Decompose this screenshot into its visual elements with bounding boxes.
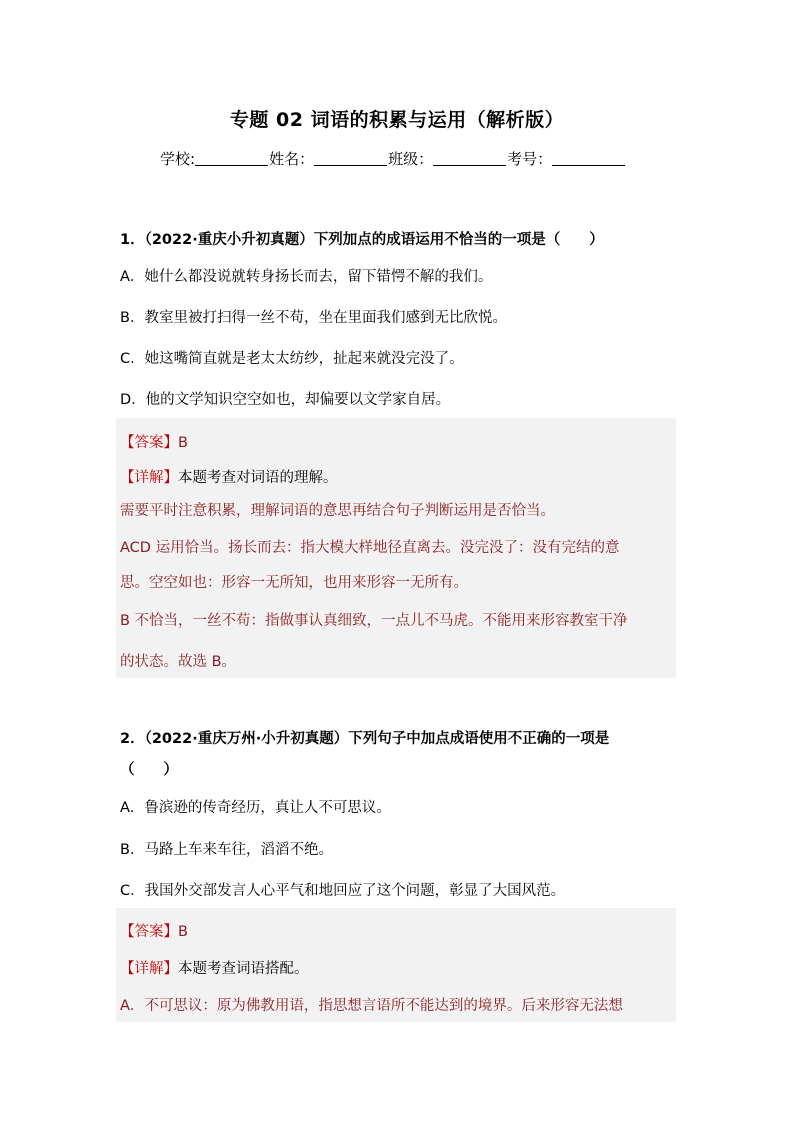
question-1-analysis-line: B 不恰当，一丝不苟：指做事认真细致，一点儿不马虎。不能用来形容教室干净 <box>120 613 628 629</box>
number-label: 考号： <box>507 150 553 168</box>
answer-value: B <box>178 924 188 940</box>
question-1-analysis-line: ACD 运用恰当。扬长而去：指大模大样地径直离去。没完没了：没有完结的意 <box>120 540 620 556</box>
question-1-option-c: C．她这嘴简直就是老太太纺纱，扯起来就没完没了。 <box>120 351 464 367</box>
answer-tag: 【答案】 <box>120 924 178 940</box>
question-1-option-a: A．她什么都没说就转身扬长而去，留下错愕不解的我们。 <box>120 269 493 285</box>
detail-tag: 【详解】 <box>120 470 178 486</box>
question-1-analysis-line: 的状态。故选 B。 <box>120 654 237 670</box>
question-1-detail <box>120 466 338 487</box>
answer-value: B <box>178 435 188 451</box>
question-2-stem-continued: （ ） <box>120 762 178 778</box>
detail-tag: 【详解】 <box>120 961 178 977</box>
name-blank <box>314 151 387 166</box>
question-2-analysis-line: A．不可思议：原为佛教用语，指思想言语所不能达到的境界。后来形容无法想 <box>120 998 623 1014</box>
question-2-stem: 2．（2022·重庆万州·小升初真题）下列句子中加点成语使用不正确的一项是 <box>120 731 610 747</box>
class-label: 班级： <box>388 150 434 168</box>
question-1-option-d: D．他的文学知识空空如也，却偏要以文学家自居。 <box>120 392 451 408</box>
question-2-option-b: B．马路上车来车往，滔滔不绝。 <box>120 842 333 858</box>
school-label: 学校: <box>160 150 196 168</box>
question-2-option-c: C．我国外交部发言人心平气和地回应了这个问题，彰显了大国风范。 <box>120 883 566 899</box>
name-label: 姓名： <box>269 150 315 168</box>
question-1-analysis-line: 思。空空如也：形容一无所知，也用来形容一无所有。 <box>120 575 468 591</box>
question-2-option-a: A．鲁滨逊的传奇经历，真让人不可思议。 <box>120 800 391 816</box>
page-title: 专题 02 词语的积累与运用（解析版） <box>229 109 565 131</box>
question-1-option-b: B．教室里被打扫得一丝不苟，坐在里面我们感到无比欣悦。 <box>120 310 507 326</box>
number-blank <box>552 151 625 166</box>
detail-text: 本题考查对词语的理解。 <box>178 470 338 486</box>
question-2-detail <box>120 957 309 978</box>
question-2-answer <box>120 920 188 941</box>
question-1-stem: 1．（2022·重庆小升初真题）下列加点的成语运用不恰当的一项是（ ） <box>120 232 604 248</box>
class-blank <box>433 151 506 166</box>
question-1-answer <box>120 431 188 452</box>
school-blank <box>195 151 268 166</box>
question-1-analysis-line: 需要平时注意积累，理解词语的意思再结合句子判断运用是否恰当。 <box>120 503 555 519</box>
student-info-line <box>160 148 626 169</box>
answer-tag: 【答案】 <box>120 435 178 451</box>
detail-text: 本题考查词语搭配。 <box>178 961 309 977</box>
